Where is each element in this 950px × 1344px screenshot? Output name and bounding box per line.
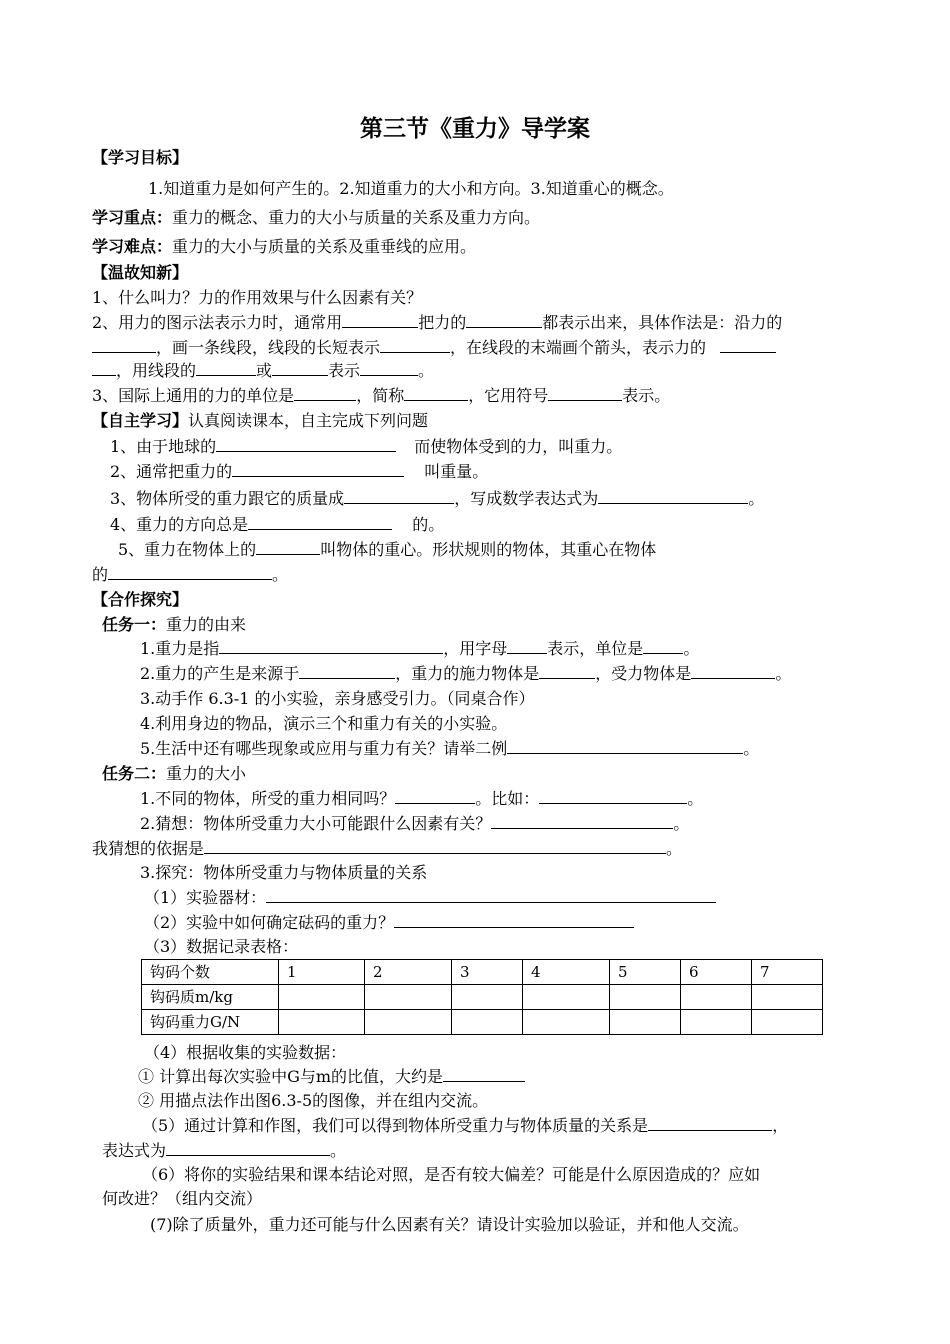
- self-study-q4: [110, 514, 444, 536]
- row-label: 钩码重力G/N: [142, 1010, 279, 1035]
- fill-blank[interactable]: [548, 385, 622, 401]
- text: ，它用符号: [468, 386, 549, 405]
- text: 2.猜想：物体所受重力大小可能跟什么因素有关？: [140, 814, 492, 833]
- step1-equipment: [144, 887, 716, 909]
- table-cell[interactable]: [523, 1010, 610, 1035]
- step3-table-caption: （3）数据记录表格：: [144, 937, 299, 956]
- task2-label: 任务二：: [102, 764, 167, 783]
- step7: (7)除了质量外，重力还可能与什么因素有关？请设计实验加以验证，并和他人交流。: [150, 1215, 749, 1234]
- text: 2、通常把重力的: [110, 462, 233, 481]
- text: 表示: [328, 361, 361, 380]
- task2-q2: [140, 813, 689, 835]
- text: （2）实验中如何确定砝码的重力？: [144, 913, 395, 932]
- text: ，用字母: [443, 639, 508, 658]
- column-header: 7: [752, 960, 823, 985]
- self-study-heading-line: [92, 410, 428, 432]
- table-row: [142, 1010, 823, 1035]
- fill-blank[interactable]: [404, 385, 468, 401]
- text: ，画一条线段，线段的长短表示: [156, 338, 381, 357]
- self-study-q1: [110, 436, 622, 458]
- text: 把力的: [418, 313, 467, 332]
- text: ，受力物体是: [595, 664, 692, 683]
- fill-blank[interactable]: [266, 887, 716, 903]
- review-question-1: 1、什么叫力？力的作用效果与什么因素有关？: [92, 288, 423, 307]
- review-question-2-line1: [92, 312, 782, 334]
- fill-blank[interactable]: [360, 360, 418, 376]
- table-cell[interactable]: [452, 985, 523, 1010]
- fill-blank[interactable]: [691, 663, 775, 679]
- text: ，写成数学表达式为: [454, 489, 599, 508]
- column-header: 3: [452, 960, 523, 985]
- text: 3、物体所受的重力跟它的质量成: [110, 489, 345, 508]
- table-cell[interactable]: [279, 985, 365, 1010]
- key-point-line: [92, 207, 540, 229]
- fill-blank[interactable]: [166, 1140, 330, 1156]
- fill-blank[interactable]: [539, 663, 595, 679]
- fill-blank[interactable]: [342, 312, 418, 328]
- text: 我猜想的依据是: [92, 839, 205, 858]
- text: ，: [772, 1116, 789, 1135]
- text: 表达式为: [102, 1141, 167, 1160]
- key-point-label: 学习重点：: [92, 208, 173, 227]
- text: 。: [687, 789, 704, 808]
- text: 。: [683, 639, 700, 658]
- task1-q3: 3.动手作 6.3-1 的小实验，亲身感受引力。（同桌合作）: [140, 689, 535, 708]
- fill-blank[interactable]: [491, 813, 673, 829]
- fill-blank[interactable]: [507, 638, 547, 654]
- task1-label: 任务一：: [102, 615, 167, 634]
- step4-ratio: [138, 1066, 525, 1088]
- text: ，简称: [356, 386, 405, 405]
- table-cell[interactable]: [523, 985, 610, 1010]
- task1-q5: [140, 738, 759, 760]
- text: 表示。: [622, 386, 671, 405]
- table-row: [142, 985, 823, 1010]
- task2-q2-basis: [92, 838, 682, 860]
- difficulty-label: 学习难点：: [92, 237, 173, 256]
- fill-blank[interactable]: [92, 337, 156, 353]
- text: 。: [330, 1141, 347, 1160]
- text: （5）通过计算和作图，我们可以得到物体所受重力与物体质量的关系是: [142, 1116, 649, 1135]
- fill-blank[interactable]: [598, 488, 748, 504]
- review-question-2-line2: [92, 337, 776, 359]
- fill-blank[interactable]: [720, 337, 776, 353]
- fill-blank[interactable]: [643, 638, 683, 654]
- text: 的: [92, 565, 109, 584]
- text: （1）实验器材：: [144, 888, 267, 907]
- table-cell[interactable]: [610, 1010, 681, 1035]
- text: 。: [673, 814, 690, 833]
- step5-line2: [102, 1140, 346, 1162]
- fill-blank[interactable]: [216, 436, 396, 452]
- task1-q1: [140, 638, 699, 660]
- step4-heading: （4）根据收集的实验数据：: [144, 1043, 347, 1062]
- fill-blank[interactable]: [92, 360, 116, 376]
- column-header: 2: [365, 960, 452, 985]
- fill-blank[interactable]: [380, 337, 450, 353]
- self-study-q5-line2: [92, 564, 288, 586]
- review-question-3: [92, 385, 670, 407]
- text: 5.生活中还有哪些现象或应用与重力有关？请举二例: [140, 739, 508, 758]
- review-heading: 【温故知新】: [92, 263, 189, 282]
- review-question-2-line3: [92, 360, 434, 382]
- difficulty-text: 重力的大小与质量的关系及重垂线的应用。: [172, 237, 477, 256]
- text: 。: [748, 489, 765, 508]
- text: 叫物体的重心。形状规则的物体，其重心在物体: [320, 540, 657, 559]
- fill-blank[interactable]: [196, 360, 256, 376]
- text: 或: [256, 361, 273, 380]
- table-cell[interactable]: [365, 1010, 452, 1035]
- column-header: 5: [610, 960, 681, 985]
- text: 2、用力的图示法表示力时，通常用: [92, 313, 343, 332]
- text: 都表示出来，具体作法是：沿力的: [542, 313, 783, 332]
- text: ，在线段的末端画个箭头，表示力的: [450, 338, 707, 357]
- table-cell[interactable]: [365, 985, 452, 1010]
- step2-weight-method: [144, 912, 634, 934]
- fill-blank[interactable]: [232, 461, 404, 477]
- text: 的。: [412, 515, 445, 534]
- self-study-intro: 认真阅读课本，自主完成下列问题: [188, 411, 429, 430]
- text: 。: [743, 739, 760, 758]
- task1-q2: [140, 663, 791, 685]
- text: 表示，单位是: [547, 639, 644, 658]
- table-cell[interactable]: [752, 985, 823, 1010]
- task2-heading: [102, 763, 246, 785]
- fill-blank[interactable]: [219, 638, 443, 654]
- fill-blank[interactable]: [394, 912, 634, 928]
- text: 1.重力是指: [140, 639, 220, 658]
- fill-blank[interactable]: [648, 1115, 772, 1131]
- text: 3、国际上通用的力的单位是: [92, 386, 295, 405]
- task2-q1: [140, 788, 703, 810]
- self-study-q5-line1: [118, 539, 656, 561]
- objectives-heading: 【学习目标】: [92, 148, 189, 167]
- step6-line2: 何改进？（组内交流）: [102, 1189, 263, 1208]
- fill-blank[interactable]: [466, 312, 542, 328]
- text: ，重力的施力物体是: [395, 664, 540, 683]
- row-label: 钩码个数: [142, 960, 279, 985]
- task2-q3: 3.探究：物体所受重力与物体质量的关系: [140, 863, 428, 882]
- fill-blank[interactable]: [256, 539, 320, 555]
- fill-blank[interactable]: [248, 514, 392, 530]
- self-study-q3: [110, 488, 764, 510]
- difficulty-line: [92, 236, 476, 258]
- text: 叫重量。: [424, 462, 489, 481]
- cooperative-heading: 【合作探究】: [92, 590, 189, 609]
- text: 。: [666, 839, 683, 858]
- table-cell[interactable]: [452, 1010, 523, 1035]
- text: 1、由于地球的: [110, 437, 217, 456]
- key-point-text: 重力的概念、重力的大小与质量的关系及重力方向。: [172, 208, 541, 227]
- data-record-table: [141, 959, 823, 1035]
- fill-blank[interactable]: [294, 385, 356, 401]
- text: 1.不同的物体，所受的重力相同吗？: [140, 789, 396, 808]
- text: 5、重力在物体上的: [118, 540, 257, 559]
- task1-heading: [102, 614, 246, 636]
- step6-line1: （6）将你的实验结果和课本结论对照，是否有较大偏差？可能是什么原因造成的？应如: [142, 1165, 761, 1184]
- text: 2.重力的产生是来源于: [140, 664, 300, 683]
- task1-title: 重力的由来: [166, 615, 247, 634]
- task2-title: 重力的大小: [166, 764, 247, 783]
- text: 。: [272, 565, 289, 584]
- text: 。比如：: [475, 789, 540, 808]
- fill-blank[interactable]: [395, 788, 475, 804]
- table-cell[interactable]: [681, 1010, 752, 1035]
- step5-line1: [142, 1115, 788, 1137]
- table-cell[interactable]: [610, 985, 681, 1010]
- row-label: 钩码质m/kg: [142, 985, 279, 1010]
- fill-blank[interactable]: [443, 1066, 525, 1082]
- objectives-text: 1.知道重力是如何产生的。2.知道重力的大小和方向。3.知道重心的概念。: [148, 179, 674, 198]
- fill-blank[interactable]: [272, 360, 328, 376]
- fill-blank[interactable]: [539, 788, 687, 804]
- text: 而使物体受到的力，叫重力。: [414, 437, 623, 456]
- text: ① 计算出每次实验中G与m的比值，大约是: [138, 1067, 444, 1086]
- text: 。: [418, 361, 435, 380]
- fill-blank[interactable]: [344, 488, 454, 504]
- page-title: 第三节《重力》导学案: [360, 116, 590, 142]
- table-cell[interactable]: [279, 1010, 365, 1035]
- fill-blank[interactable]: [204, 838, 666, 854]
- fill-blank[interactable]: [108, 564, 272, 580]
- text: 4、重力的方向总是: [110, 515, 249, 534]
- column-header: 6: [681, 960, 752, 985]
- column-header: 1: [279, 960, 365, 985]
- fill-blank[interactable]: [299, 663, 395, 679]
- step4-graph: ② 用描点法作出图6.3-5的图像，并在组内交流。: [138, 1091, 489, 1110]
- task1-q4: 4.利用身边的物品，演示三个和重力有关的小实验。: [140, 714, 508, 733]
- self-study-heading: 【自主学习】: [92, 411, 189, 430]
- table-row: [142, 960, 823, 985]
- table-cell[interactable]: [752, 1010, 823, 1035]
- table-cell[interactable]: [681, 985, 752, 1010]
- column-header: 4: [523, 960, 610, 985]
- text: 。: [775, 664, 792, 683]
- fill-blank[interactable]: [507, 738, 743, 754]
- self-study-q2: [110, 461, 488, 483]
- text: ，用线段的: [116, 361, 197, 380]
